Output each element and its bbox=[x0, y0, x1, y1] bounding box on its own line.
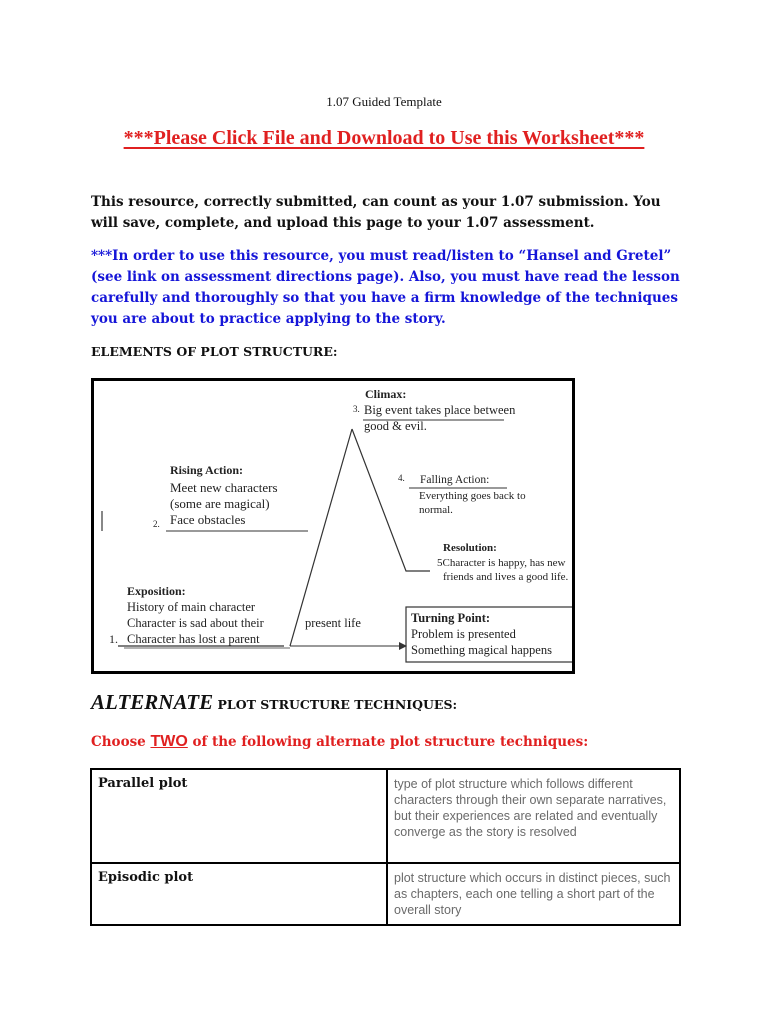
table-row bbox=[91, 863, 680, 925]
instructions-paragraph: ***In order to use this resource, you must read/listen to “Hansel and Gretel” (see link on assessment directions page). Also, you must have read the lesson carefully and thoroughly so that you have a firm knowledge of the techniques you are about to practice applying to the story. bbox=[91, 248, 680, 327]
page-title: 1.07 Guided Template bbox=[326, 94, 442, 109]
choose-pre: Choose bbox=[91, 734, 151, 750]
turning-line-2: Something magical happens bbox=[411, 643, 552, 657]
exposition-line-1: History of main character bbox=[127, 600, 256, 614]
table-row bbox=[91, 769, 680, 863]
choose-two: TWO bbox=[150, 733, 188, 750]
exposition-title: Exposition: bbox=[127, 584, 186, 598]
resolution-line-2: friends and lives a good life. bbox=[443, 571, 569, 583]
alternate-heading bbox=[91, 690, 457, 715]
intro-paragraph: This resource, correctly submitted, can count as your 1.07 submission. You will save, complete, and upload this page to your 1.07 assessment. bbox=[91, 194, 661, 231]
choose-instruction bbox=[91, 733, 588, 751]
climax-title: Climax: bbox=[365, 387, 407, 401]
turning-line-1: Problem is presented bbox=[411, 627, 516, 641]
choose-post: of the following alternate plot structure techniques: bbox=[187, 734, 589, 750]
plot-definition: plot structure which occurs in distinct pieces, such as chapters, each one telling a short part of the overall story bbox=[387, 863, 680, 925]
rising-number: 2. bbox=[153, 519, 160, 529]
rising-title: Rising Action: bbox=[170, 463, 244, 477]
falling-title: Falling Action: bbox=[420, 474, 490, 486]
download-banner: ***Please Click File and Download to Use this Worksheet*** bbox=[123, 127, 645, 149]
plot-definition: type of plot structure which follows different characters through their own separate narratives, but their experiences are related and eventually converge as the story is resolved bbox=[387, 769, 680, 863]
elements-heading: ELEMENTS OF PLOT STRUCTURE: bbox=[91, 344, 338, 359]
climax-line-1: Big event takes place between bbox=[364, 403, 516, 417]
rising-slope bbox=[290, 429, 352, 646]
climax-line-2: good & evil. bbox=[364, 419, 427, 433]
resolution-title: Resolution: bbox=[443, 542, 497, 554]
plot-techniques-table bbox=[90, 768, 681, 926]
plot-structure-diagram bbox=[91, 378, 575, 674]
turning-title: Turning Point: bbox=[411, 611, 491, 625]
alternate-heading-big: ALTERNATE bbox=[91, 690, 214, 714]
rising-line-1: Meet new characters bbox=[170, 480, 278, 495]
exposition-number: 1. bbox=[109, 632, 118, 646]
rising-line-3: Face obstacles bbox=[170, 512, 246, 527]
alternate-heading-small: PLOT STRUCTURE TECHNIQUES: bbox=[213, 697, 458, 712]
resolution-line-1: 5Character is happy, has new bbox=[437, 557, 566, 569]
falling-line-2: normal. bbox=[419, 504, 453, 516]
exposition-line-2: Character is sad about their bbox=[127, 616, 264, 630]
falling-line-1: Everything goes back to bbox=[419, 490, 526, 502]
falling-number: 4. bbox=[398, 473, 405, 483]
exposition-line-3: Character has lost a parent bbox=[127, 632, 260, 646]
plot-term: Parallel plot bbox=[91, 769, 387, 863]
plot-term: Episodic plot bbox=[91, 863, 387, 925]
exposition-line-2b: present life bbox=[305, 616, 361, 630]
climax-number: 3. bbox=[353, 404, 360, 414]
rising-line-2: (some are magical) bbox=[170, 496, 270, 511]
